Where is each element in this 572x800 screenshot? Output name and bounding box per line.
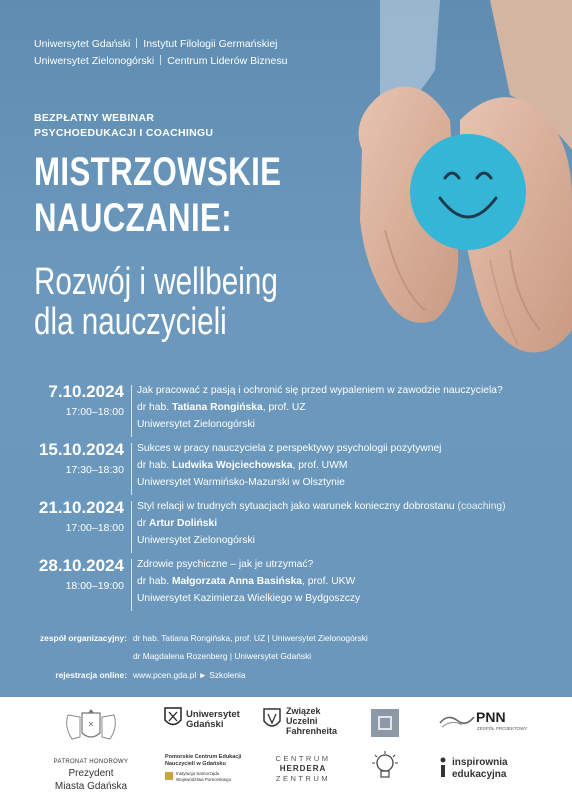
partner-logos bbox=[0, 697, 572, 800]
pnn-sub: ZESPÓŁ PROJEKTOWY bbox=[477, 726, 528, 731]
session-date: 15.10.2024 bbox=[38, 440, 124, 459]
patronage-label: PATRONAT HONOROWY bbox=[53, 759, 129, 765]
session-time: 17:00–18:00 bbox=[65, 522, 124, 534]
affiliation-uz: Uniwersytet Zielonogórski bbox=[34, 55, 155, 67]
affiliations-line-2 bbox=[34, 55, 287, 68]
speaker-suffix: , prof. UKW bbox=[302, 576, 356, 587]
topic-extra: (coaching) bbox=[454, 501, 506, 512]
session-date: 7.10.2024 bbox=[48, 382, 124, 401]
affiliation-clb: Centrum Liderów Biznesu bbox=[167, 55, 288, 67]
speaker-title: dr hab. bbox=[137, 576, 170, 587]
pcen-line-1: Pomorskie Centrum Edukacji bbox=[165, 754, 242, 760]
ug-logo-icon bbox=[164, 707, 182, 729]
title-line-3: Rozwój i wellbeing bbox=[34, 261, 278, 303]
inspirownia-logo-icon bbox=[438, 757, 448, 777]
ug-name-line-2: Gdański bbox=[186, 719, 224, 730]
pcen-sub-1: Instytucja Samorządu bbox=[176, 771, 220, 776]
session-2 bbox=[0, 440, 572, 500]
speaker-name: Małgorzata Anna Basińska bbox=[171, 576, 303, 587]
zuf-line-2: Uczelni bbox=[286, 716, 318, 726]
speaker-name: Ludwika Wojciechowska bbox=[171, 460, 293, 471]
session-speaker bbox=[137, 459, 347, 472]
herder-line-2: HERDERA bbox=[279, 764, 327, 773]
speaker-title: dr bbox=[137, 518, 147, 529]
session-divider bbox=[131, 443, 132, 495]
session-3 bbox=[0, 498, 572, 558]
wave-bird-icon bbox=[438, 711, 476, 729]
session-topic bbox=[137, 500, 506, 513]
organizer-1: dr hab. Tatiana Rongińska, prof. UZ | Uniwersytet Zielonogórski bbox=[133, 633, 368, 643]
session-institution: Uniwersytet Warmińsko-Mazurski w Olsztynie bbox=[137, 477, 345, 488]
title-line-1: MISTRZOWSKIE bbox=[34, 150, 282, 194]
session-speaker bbox=[137, 575, 355, 588]
session-4 bbox=[0, 556, 572, 616]
registration-label: rejestracja online: bbox=[55, 670, 127, 680]
zuf-line-1: Związek bbox=[286, 706, 321, 716]
session-speaker bbox=[137, 517, 217, 530]
inspirownia-line-1: inspirownia bbox=[452, 757, 508, 768]
patronage-title: Prezydent bbox=[68, 768, 114, 779]
topic-main: Styl relacji w trudnych sytuacjach jako warunek konieczny dobrostanu bbox=[137, 501, 455, 512]
affiliation-ug: Uniwersytet Gdański bbox=[34, 38, 131, 50]
herder-line-1: CENTRUM bbox=[275, 754, 331, 763]
session-institution: Uniwersytet Zielonogórski bbox=[137, 535, 255, 546]
session-time: 17:00–18:00 bbox=[65, 406, 124, 418]
affiliations-line-1 bbox=[34, 38, 278, 51]
kicker-line-1: BEZPŁATNY WEBINAR bbox=[34, 112, 155, 124]
session-divider bbox=[131, 559, 132, 611]
herder-line-3: ZENTRUM bbox=[275, 774, 331, 783]
affiliation-ifg: Instytut Filologii Germańskiej bbox=[143, 38, 278, 50]
speaker-title: dr hab. bbox=[137, 402, 170, 413]
session-date: 21.10.2024 bbox=[38, 498, 124, 517]
organizer-2: dr Magdalena Rozenberg | Uniwersytet Gdański bbox=[133, 651, 312, 661]
pomorskie-flag-icon bbox=[165, 772, 173, 780]
smiley-icon bbox=[410, 134, 526, 250]
pnn-logo-text: PNN bbox=[476, 709, 506, 725]
session-institution: Uniwersytet Zielonogórski bbox=[137, 419, 255, 430]
session-time: 17:30–18:30 bbox=[65, 464, 124, 476]
session-divider bbox=[131, 385, 132, 437]
inspirownia-line-2: edukacyjna bbox=[452, 769, 507, 780]
speaker-title: dr hab. bbox=[137, 460, 170, 471]
lightbulb-icon bbox=[372, 751, 398, 783]
hands-smiley-illustration bbox=[340, 0, 572, 380]
title-line-2: NAUCZANIE: bbox=[34, 196, 233, 240]
zuf-line-3: Fahrenheita bbox=[286, 726, 338, 736]
speaker-suffix: , prof. UZ bbox=[262, 402, 306, 413]
session-topic: Zdrowie psychiczne – jak je utrzymać? bbox=[137, 559, 314, 570]
title-line-4: dla nauczycieli bbox=[34, 301, 227, 343]
patronage-city: Miasta Gdańska bbox=[54, 781, 128, 792]
session-institution: Uniwersytet Kazimierza Wielkiego w Bydgoszczy bbox=[137, 593, 361, 604]
session-topic: Sukces w pracy nauczyciela z perspektywy psychologii pozytywnej bbox=[137, 443, 442, 454]
session-1 bbox=[0, 382, 572, 442]
zuf-logo-icon bbox=[262, 707, 282, 731]
kicker-line-2: PSYCHOEDUKACJI I COACHINGU bbox=[34, 127, 214, 139]
session-topic: Jak pracować z pasją i ochronić się przed wypaleniem w zawodzie nauczyciela? bbox=[137, 385, 503, 396]
pcen-sub-2: Województwa Pomorskiego bbox=[176, 777, 232, 782]
gdansk-coat-of-arms-icon bbox=[60, 707, 122, 745]
pcen-line-2: Nauczycieli w Gdańsku bbox=[165, 761, 226, 767]
session-divider bbox=[131, 501, 132, 553]
session-time: 18:00–19:00 bbox=[65, 580, 124, 592]
svg-text:✕: ✕ bbox=[87, 720, 95, 729]
organizers-label: zespół organizacyjny: bbox=[39, 633, 127, 643]
registration-link[interactable]: www.pcen.gda.pl ► Szkolenia bbox=[133, 670, 246, 680]
speaker-name: Tatiana Rongińska bbox=[171, 402, 263, 413]
session-date: 28.10.2024 bbox=[38, 556, 124, 575]
ifg-logo-mark-icon bbox=[378, 716, 392, 730]
speaker-suffix: , prof. UWM bbox=[292, 460, 348, 471]
session-speaker bbox=[137, 401, 306, 414]
ug-name-line-1: Uniwersytet bbox=[186, 709, 240, 720]
speaker-name: Artur Doliński bbox=[149, 518, 218, 529]
